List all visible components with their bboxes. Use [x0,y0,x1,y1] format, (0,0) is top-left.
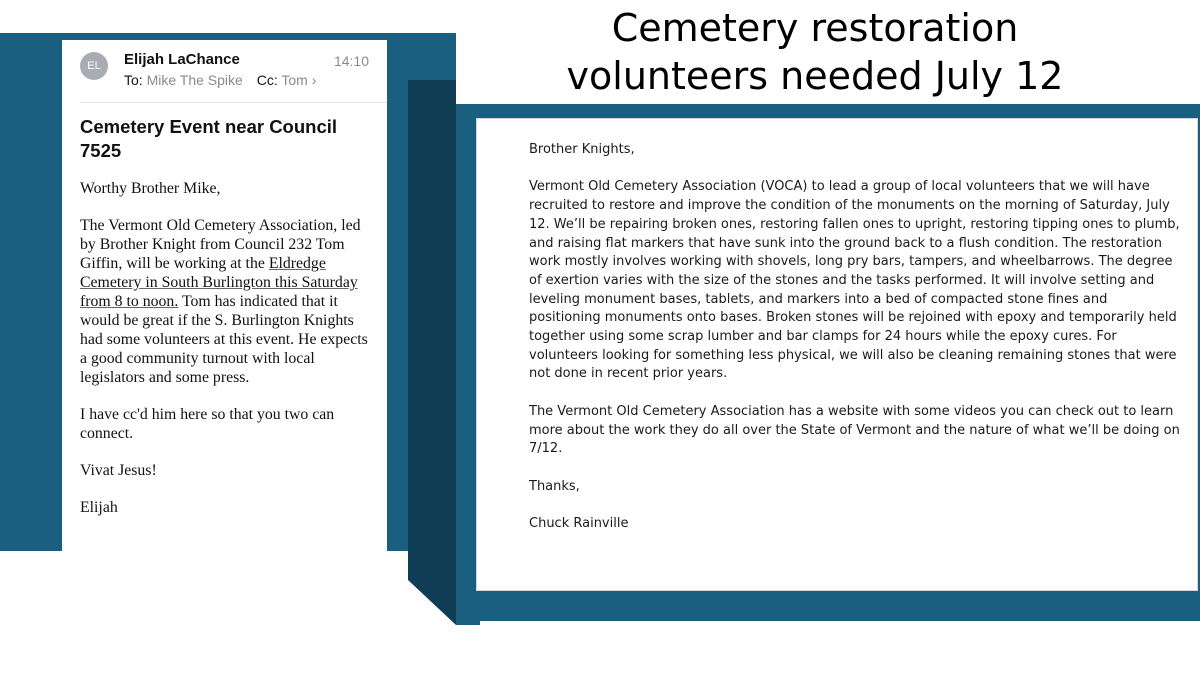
event-detail-link[interactable]: Eldredge Cemetery in South Burlington this Saturday from 8 to noon. [80,255,358,310]
email-closing: Vivat Jesus! [80,462,157,479]
avatar[interactable]: EL [80,52,108,80]
email-paragraph-2: I have cc'd him here so that you two can connect. [80,406,335,442]
email-subject: Cemetery Event near Council 7525 [80,116,338,161]
cc-recipient[interactable]: Tom [281,72,308,88]
email-greeting: Worthy Brother Mike, [80,180,221,197]
letter-signature: Chuck Rainville [529,516,629,531]
letter-closing: Thanks, [529,478,580,494]
email-paragraph-1: The Vermont Old Cemetery Association, led by Brother Knight from Council 232 Tom Giffin, will be working at the Eldredge Cemetery in South Burlington this Saturday from 8 to noon. Tom has indicated that it would be great if the S. Burlington Knights had some volunteers at this event. He expects a good community turnout with local legislators and some press. [80,217,368,386]
timestamp: 14:10 [333,53,369,69]
email-card [62,40,387,552]
email-header [80,40,387,103]
letter-body [529,141,1181,552]
cc-label: Cc: [256,72,278,88]
letter-paragraph-2: The Vermont Old Cemetery Association has a website with some videos you can check out to learn more about the work they do all over the State of Vermont and the nature of what we’ll be doing on 7/12. [529,403,1180,457]
letter-paragraph-1: Vermont Old Cemetery Association (VOCA) to lead a group of local volunteers that we will have recruited to restore and improve the condition of the monuments on the morning of Saturday, July 12. We’ll be repairing broken ones, restoring fallen ones to upright, restoring tipping ones to plumb, and raising flat markers that have sunk into the ground back to a flush condition. The restoration work mostly involves working with shovels, long pry bars, tampers, and wheelbarrows. The degree of exertion varies with the size of the stones and the tasks performed. It will involve setting and leveling monument bases, tablets, and markers into a bed of compacted stone fines and positioning monuments onto bases. Broken stones will be rejoined with epoxy and temporarily held together using some scrap lumber and bar clamps for 24 hours while the epoxy cures. For volunteers looking for something less physical, we will also be cleaning remaining stones that were not done in recent prior years. [529,179,1180,382]
chevron-right-icon[interactable]: › [311,72,317,88]
to-label: To: [124,72,143,88]
email-body [80,179,369,517]
letter-greeting: Brother Knights, [529,142,635,157]
sender-name[interactable]: Elijah LaChance [124,51,240,68]
to-recipient[interactable]: Mike The Spike [146,72,243,88]
email-signature: Elijah [80,499,118,516]
letter-document [476,118,1198,591]
recipients-line[interactable] [124,72,316,88]
page-title: Cemetery restoration volunteers needed July 12 [566,6,1064,98]
